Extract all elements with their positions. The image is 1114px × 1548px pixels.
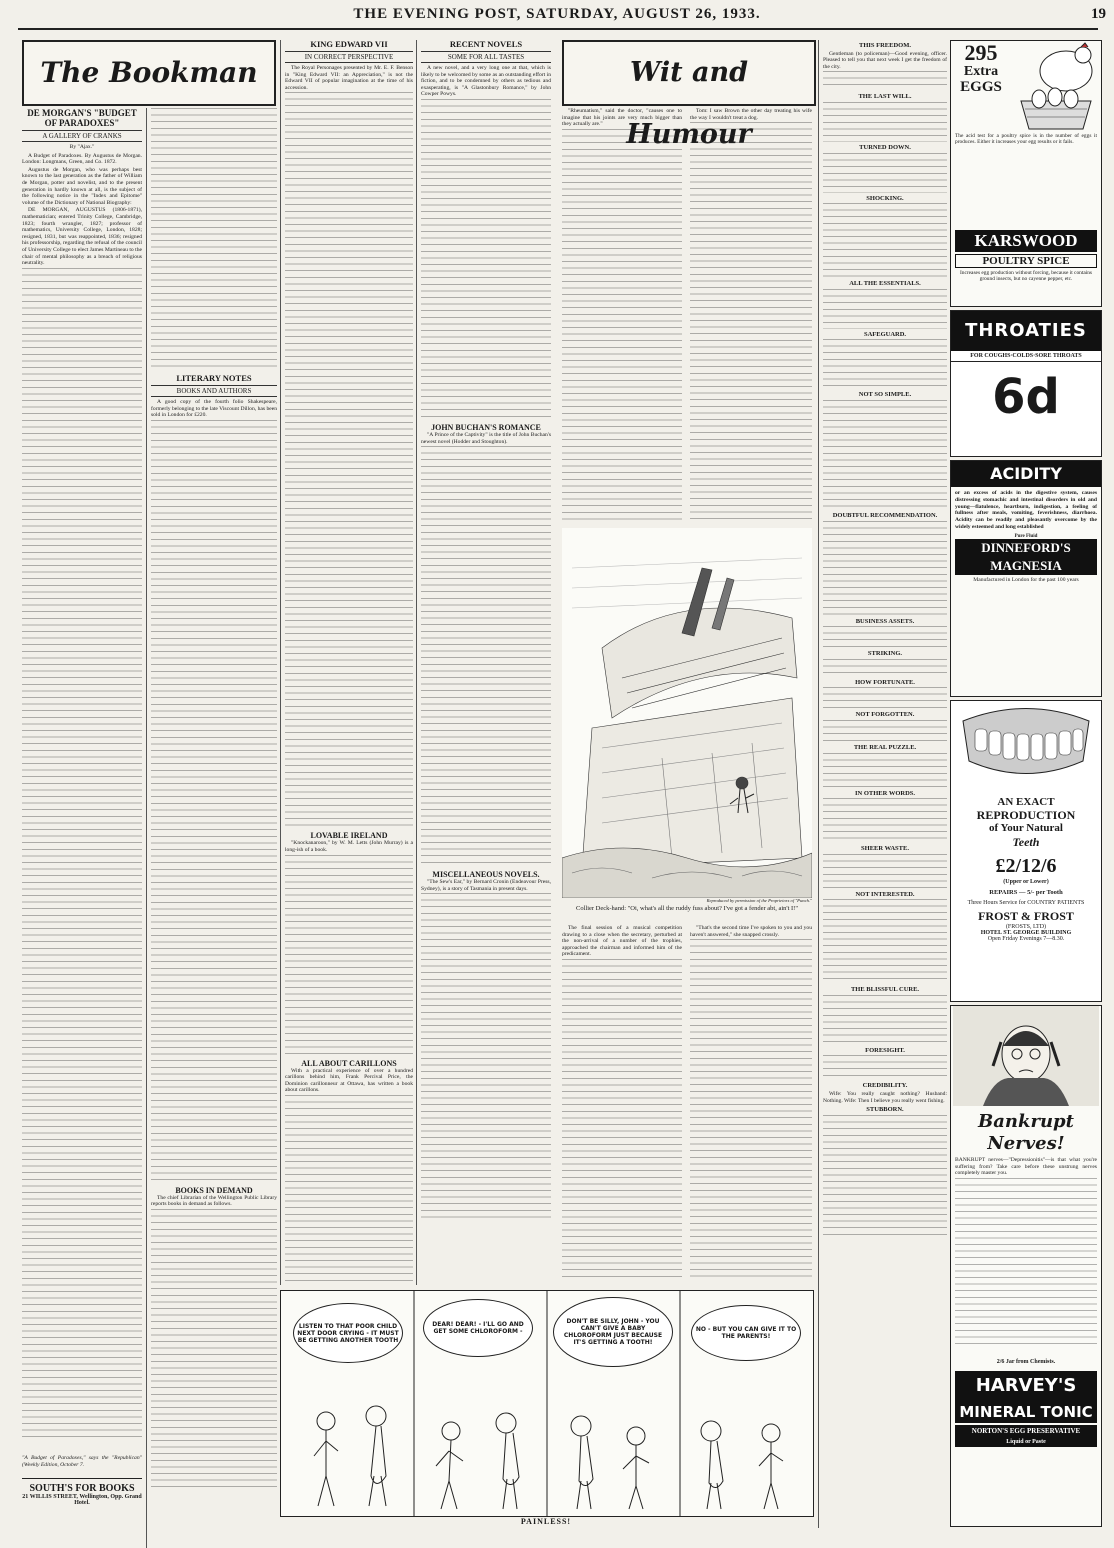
bookman-column-2 [146,108,277,1548]
text-filler [285,855,413,1055]
comic-bubble-1: LISTEN TO THAT POOR CHILD NEXT DOOR CRYING - IT MUST BE GETTING ANOTHER TOOTH [293,1303,403,1363]
punch-caption: Collier Deck-hand: "Oi, what's all the ruddy fuss about? I've got a fender abt, ain't I!" [576,905,798,912]
article-lead: A Budget of Paradoxes. By Augustus de Morgan. London: Longmans, Green, and Co. 1872. [22,152,142,166]
carillons-title: ALL ABOUT CARILLONS [301,1058,397,1068]
article-entry: DE MORGAN, AUGUSTUS (1806-1871), mathematician; entered Trinity College, Cambridge, 1823; fourth wrangler, 1827; professor of mathematics, University College, London, 1828; resigned, 1831, but was reappointed, 1836; resigned his professorship, regarding the refusal of the council of University College to elect James Martineau to the chair of mental philosophy as a breach of religious neutrality. [22,207,142,267]
harveys-sub: MINERAL TONIC [955,1401,1097,1423]
teeth-line-1: AN EXACT [997,796,1055,808]
eggs-body: The acid test for a poultry spice is in the number of eggs it produces. Either it increases your egg results or it fails. [955,133,1097,146]
edward-title: KING EDWARD VII [310,40,388,49]
dentures-illustration [953,701,1099,791]
dinneford-ad [950,460,1102,697]
bookman-column-1 [22,108,142,1520]
throaties-ad [950,310,1102,457]
joke-title-stubborn: STUBBORN. [866,1106,904,1114]
comic-bubble-3: DON'T BE SILLY, JOHN - YOU CAN'T GIVE A BABY CHLOROFORM JUST BECAUSE IT'S GETTING A TOOTH! [553,1297,673,1367]
norton-line: NORTON'S EGG PRESERVATIVE [955,1425,1097,1437]
dinneford-sub: MAGNESIA [955,557,1097,575]
literary-notes-body: A good copy of the fourth folio Shakespeare, formerly belonging to the late Viscount Dillon, has been sold in London for £220. [151,399,277,419]
teeth-company: FROST & FROST [978,909,1074,923]
paradoxes-footer: "A Budget of Paradoxes," says the "Republican" (Weekly Edition, October 7. [22,1455,142,1468]
masthead-title: THE EVENING POST, SATURDAY, AUGUST 26, 1933. [353,6,761,22]
literary-notes-title: LITERARY NOTES [176,373,252,383]
throaties-brand: THROATIES [951,311,1101,351]
masthead-rule [18,28,1098,30]
wit-column-1 [562,108,682,523]
joke-title-freedom: THIS FREEDOM. [858,42,911,49]
joke-body-freedom: Gentleman (to policeman)—Good evening, officer. Pleased to tell you that next week I get the freedom of the city. [823,50,947,70]
text-filler [421,99,551,419]
nerves-body [951,1155,1101,1359]
teeth-repairs: REPAIRS — 5/- per Tooth [989,889,1063,896]
acidity-title: ACIDITY [951,461,1101,487]
joke-title-blissful: THE BLISSFUL CURE. [850,986,920,994]
joke-title-striking: STRIKING. [867,650,903,658]
edward-sub: IN CORRECT PERSPECTIVE [285,51,413,63]
teeth-line-3: of Your Natural [989,822,1063,834]
wit-joke-competition: The final session of a musical competition drawing to a close when the secretary, perturbed at the non-arrival of a number of the trophies, approached the chairman and informed him of the predicament. [562,925,682,958]
ireland-body: "Knockanaroon," by W. M. Letts (John Murray) is a long-ish of a book. [285,840,413,853]
literary-notes-sub: BOOKS AND AUTHORS [151,385,277,397]
text-filler [285,1095,413,1285]
nerves-title: Bankrupt Nerves! [978,1111,1074,1154]
article-title-paradoxes: DE MORGAN'S "BUDGET OF PARADOXES" [27,108,137,128]
article-subtitle-cranks: A GALLERY OF CRANKS [22,130,142,142]
misc-novels-body: "The Sew's Ear," by Bernard Cronin (Endeavour Press, Sydney), is a story of Tasmania in present days. [421,879,551,892]
souths-title: SOUTH'S FOR BOOKS [29,1483,135,1494]
punch-credit: Reproduced by permission of the Proprietors of "Punch." [706,898,812,903]
joke-title-interest: NOT INTERESTED. [855,890,915,898]
comic-strip [280,1290,814,1517]
joke-title-forgotten: NOT FORGOTTEN. [855,711,915,719]
joke-title-notsosimple: NOT SO SIMPLE. [858,391,912,399]
karswood-brand: KARSWOOD [955,230,1097,252]
text-filler [421,893,551,1223]
teeth-company-sub: (FROSTS, LTD) [1005,924,1047,930]
jokes-column [818,40,947,1528]
teeth-service: Three Hours Service for COUNTRY PATIENTS [967,900,1085,906]
joke-title-assets: BUSINESS ASSETS. [855,617,915,625]
eggs-number: 295 [964,40,998,65]
nerves-price: 2/6 Jar from Chemists. [996,1359,1056,1365]
page-number: 19 [1091,6,1106,22]
edward-body: The Royal Personages presented by Mr. E. F. Benson in "King Edward VII: an Appreciation," is not the Edward VII of popular imagination at the time of his accession. [285,65,413,91]
wit-banner: Wit and Humour [626,57,752,150]
text-filler [151,420,277,1180]
comic-bubble-4: NO - BUT YOU CAN GIVE IT TO THE PARENTS! [691,1305,801,1361]
edward-column [280,40,413,1285]
teeth-address: HOTEL ST. GEORGE BUILDING [980,930,1072,936]
hen-basket-illustration [1011,41,1099,131]
buchan-title: JOHN BUCHAN'S ROMANCE [431,422,541,432]
teeth-ad [950,700,1102,1002]
dinneford-body: Manufactured in London for the past 100 years [973,576,1079,583]
joke-title-doubtful: DOUBTFUL RECOMMENDATION. [832,511,938,519]
text-filler [690,939,812,1281]
throaties-sub: FOR COUGHS·COLDS·SORE THROATS [951,351,1101,362]
harveys-ad [950,1005,1102,1527]
wit-column-4 [690,925,812,1281]
karswood-tag: Increases egg production without forcing, because it contains ground insects, but no cayenne pepper, etc. [959,270,1093,283]
eggs-word: EGGS [960,79,1002,95]
worried-man-illustration [953,1006,1099,1106]
joke-title-sheer: SHEER WASTE. [861,845,909,853]
joke-body-credibility: Wife: You really caught nothing? Husband: Nothing. Wife: Then I believe you really went fishing. [823,1091,947,1104]
wit-column-2 [690,108,812,523]
ireland-title: LOVABLE IRELAND [310,831,388,841]
souths-books-ad [22,1478,142,1524]
text-filler [421,446,551,866]
text-filler [151,1209,277,1489]
article-byline: By "Ajax." [69,144,95,150]
novels-sub: SOME FOR ALL TASTES [421,51,551,63]
buchan-body: "A Prince of the Captivity" is the title of John Buchan's newest novel (Hodder and Stoughton). [421,431,551,445]
nerves-text: BANKRUPT nerves—"Depressionitis"—is that what you're suffering from? Take care before these unstrung nerves completely master you. [955,1157,1097,1177]
misc-novels-title: MISCELLANEOUS NOVELS. [432,870,540,880]
joke-title-puzzle: THE REAL PUZZLE. [853,743,917,751]
joke-title-foresight: FORESIGHT. [865,1046,905,1054]
karswood-sub: POULTRY SPICE [955,254,1097,268]
text-filler [22,268,142,1438]
teeth-hours: Open Friday Evenings 7—8.30. [987,936,1065,942]
joke-title-safeguard: SAFEGUARD. [863,330,907,338]
bookman-banner-box [22,40,276,106]
text-filler [285,92,413,827]
bookman-banner: The Bookman [40,56,258,89]
souths-address: 21 WILLIS STREET, Wellington, Opp. Grand Hotel. [22,1494,142,1506]
novels-body: A new novel, and a very long one at that, which is likely to be welcomed by some as an outstanding effort in fiction, and to be condemned by others as tedious and exasperating, is "A Glastonbury Romance," by John Cowper Powys. [421,65,551,98]
joke-title-lastwill: THE LAST WILL. [858,93,912,101]
books-demand-title: BOOKS IN DEMAND [175,1185,253,1195]
karswood-ad [950,40,1102,307]
wit-joke-spoken: "That's the second time I've spoken to you and you haven't answered," she snapped crossly. [690,925,812,938]
novels-column [416,40,551,1285]
acidity-body: or an excess of acids in the digestive system, causes distressing stomachic and intestinal disorders in old and young—flatulence, heartburn, indigestion, a feeling of fullness after meals, vomiting, feverishness, diarrhoea. Acidity can be readily and pleasantly overcome by the widely esteemed and long established [955,490,1097,530]
comic-title: PAINLESS! [520,1517,572,1526]
text-filler [690,122,812,523]
throaties-price: 6d [992,369,1060,425]
joke-title-fortunate: HOW FORTUNATE. [855,678,915,686]
novels-title: RECENT NOVELS [449,40,523,49]
text-filler [562,129,682,523]
books-demand-body: The chief Librarian of the Wellington Public Library reports books in demand as follows. [151,1194,277,1208]
comic-bubble-2: DEAR! DEAR! - I'LL GO AND GET SOME CHLOROFORM - [423,1299,533,1357]
wit-column-3 [562,925,682,1281]
punch-cartoon [562,528,812,898]
joke-title-shocking: SHOCKING. [866,194,904,202]
teeth-price-note: (Upper or Lower) [1003,879,1049,885]
teeth-line-4: Teeth [1012,835,1040,849]
wit-joke-tom: Tom: I saw Brown the other day treating his wife the way I wouldn't treat a dog. [690,108,812,121]
norton-sub: Liquid or Paste [955,1437,1097,1447]
dinneford-tag: Pure Fluid [1014,533,1038,539]
joke-title-otherwords: IN OTHER WORDS. [854,789,916,797]
wit-joke-rheumatism: "Rheumatism," said the doctor, "causes one to imagine that his joints are very much bigger than they actually are." [562,108,682,128]
dinneford-brand: DINNEFORD'S [955,539,1097,557]
text-filler [562,959,682,1281]
joke-title-turned: TURNED DOWN. [859,143,911,151]
teeth-line-2: REPRODUCTION [976,808,1076,822]
article-body: Augustus de Morgan, who was perhaps best known to the last generation as the father of William de Morgan, potter and novelist, and to the present generation in hardly known at all, is the subject of the following notice in the "Index and Epitome" volume of the Dictionary of National Biography: [22,166,142,206]
carillons-body: With a practical experience of over a hundred carillons behind him, Frank Percival Price, the Dominion carillonneur at Ottawa, has written a book about carillons. [285,1067,413,1094]
ship-illustration [562,528,812,898]
teeth-price: £2/12/6 [995,855,1057,877]
joke-title-essentials: ALL THE ESSENTIALS. [849,280,921,288]
text-filler [151,108,277,368]
eggs-extra: Extra [963,64,999,79]
joke-title-credibility: CREDIBILITY. [862,1082,908,1090]
harveys-brand: HARVEY'S [955,1371,1097,1401]
